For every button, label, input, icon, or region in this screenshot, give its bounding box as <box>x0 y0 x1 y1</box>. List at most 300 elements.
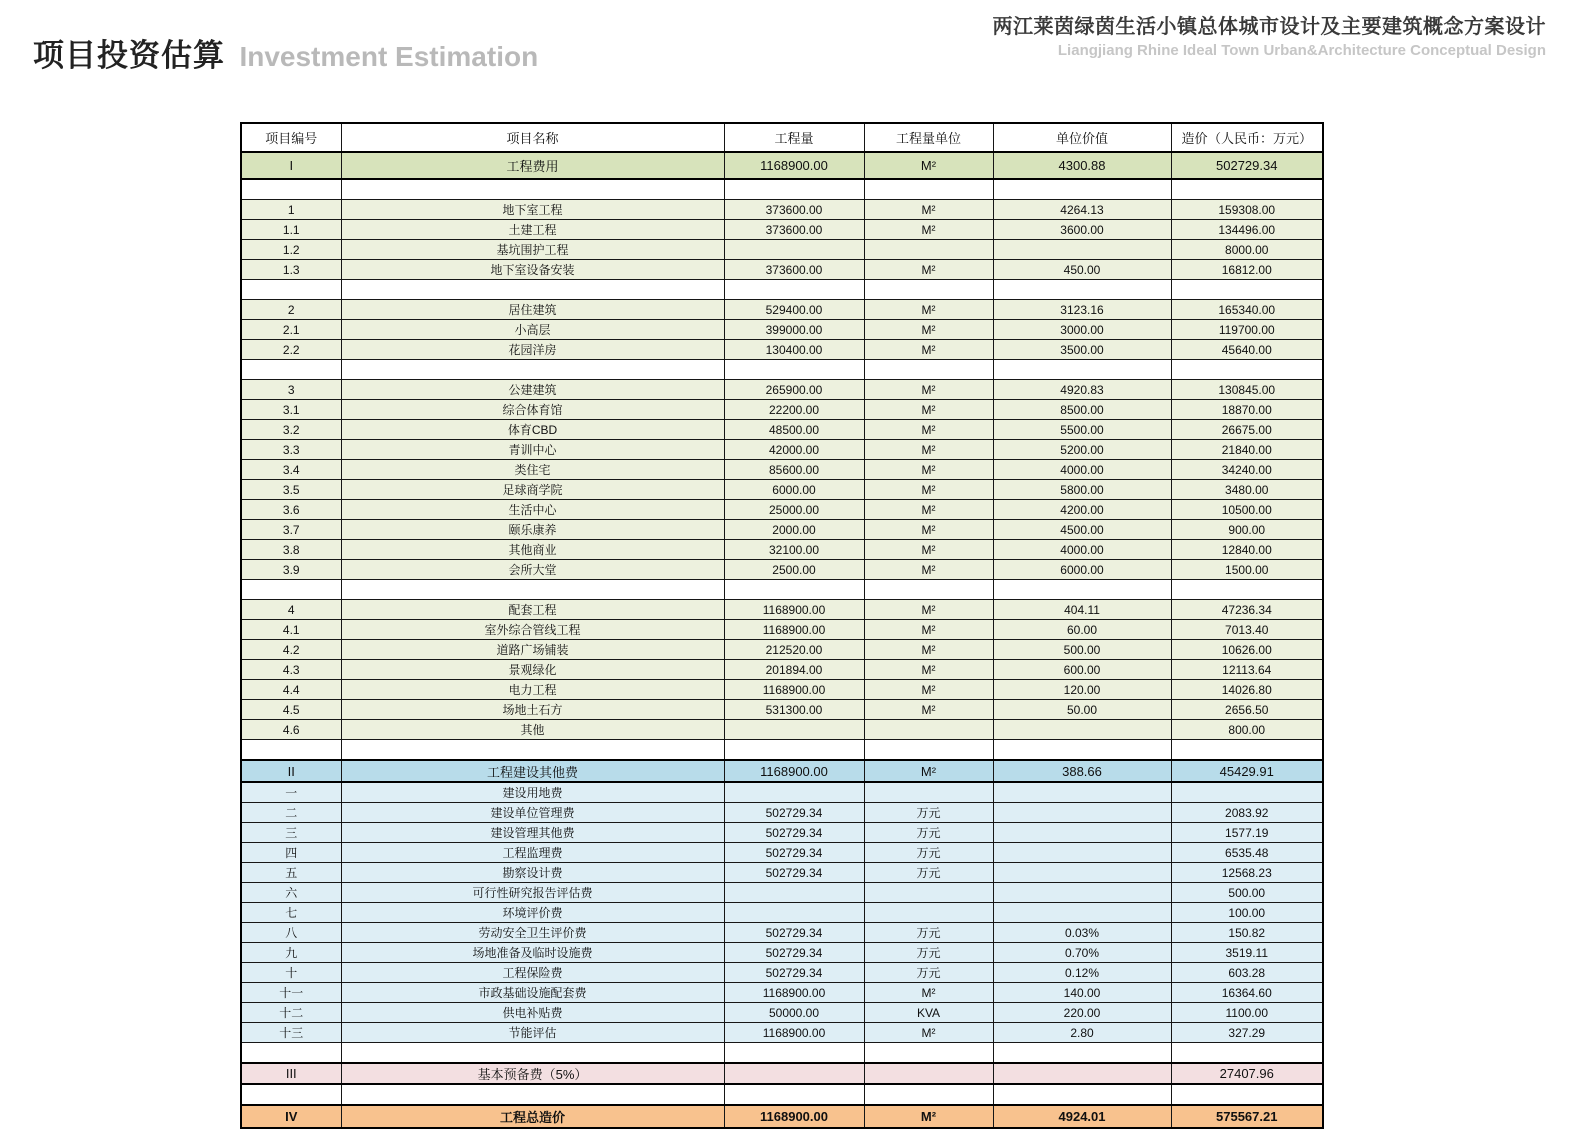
cell-quantity: 32100.00 <box>724 540 864 560</box>
cell-cost <box>1171 740 1323 761</box>
cell-item-no: 3 <box>241 380 341 400</box>
cell-quantity-unit: M² <box>864 152 993 179</box>
cell-unit-price <box>993 782 1171 803</box>
cell-cost: 47236.34 <box>1171 600 1323 620</box>
cell-quantity: 531300.00 <box>724 700 864 720</box>
cell-unit-price: 8500.00 <box>993 400 1171 420</box>
table-row <box>241 200 1323 220</box>
table-row <box>241 720 1323 740</box>
cell-item-no: 二 <box>241 803 341 823</box>
cell-quantity-unit: M² <box>864 660 993 680</box>
cell-item-no: 四 <box>241 843 341 863</box>
cell-unit-price <box>993 843 1171 863</box>
cell-unit-price: 450.00 <box>993 260 1171 280</box>
cell-cost: 10626.00 <box>1171 640 1323 660</box>
cell-quantity: 2000.00 <box>724 520 864 540</box>
cell-unit-price <box>993 823 1171 843</box>
cell-quantity-unit: M² <box>864 260 993 280</box>
cell-quantity: 1168900.00 <box>724 600 864 620</box>
cell-cost: 3519.11 <box>1171 943 1323 963</box>
cell-item-no: 4.2 <box>241 640 341 660</box>
cell-quantity-unit: M² <box>864 480 993 500</box>
table-row <box>241 220 1323 240</box>
cell-item-no: 3.6 <box>241 500 341 520</box>
col-header-quantity-unit: 工程量单位 <box>864 123 993 152</box>
cell-cost <box>1171 1084 1323 1105</box>
table-row <box>241 863 1323 883</box>
cell-quantity-unit: M² <box>864 520 993 540</box>
cell-item-no: 3.1 <box>241 400 341 420</box>
cell-item-no: 2.2 <box>241 340 341 360</box>
page-title-zh: 项目投资估算 <box>33 38 225 73</box>
cell-unit-price <box>993 883 1171 903</box>
cell-quantity: 529400.00 <box>724 300 864 320</box>
cell-quantity <box>724 1043 864 1064</box>
cell-quantity: 502729.34 <box>724 923 864 943</box>
table-row <box>241 803 1323 823</box>
cell-item-name: 工程总造价 <box>341 1105 724 1128</box>
cell-quantity-unit: 万元 <box>864 943 993 963</box>
table-row <box>241 240 1323 260</box>
cell-quantity: 502729.34 <box>724 823 864 843</box>
cell-unit-price <box>993 720 1171 740</box>
cell-item-no: 3.7 <box>241 520 341 540</box>
spacer-row <box>241 360 1323 380</box>
cell-unit-price: 4264.13 <box>993 200 1171 220</box>
page-title <box>33 30 538 75</box>
cell-item-no: 一 <box>241 782 341 803</box>
table-row <box>241 340 1323 360</box>
cell-cost: 603.28 <box>1171 963 1323 983</box>
cell-item-no <box>241 280 341 300</box>
cell-unit-price: 5500.00 <box>993 420 1171 440</box>
table-row <box>241 843 1323 863</box>
cell-cost: 1100.00 <box>1171 1003 1323 1023</box>
cell-quantity <box>724 883 864 903</box>
cell-item-name: 会所大堂 <box>341 560 724 580</box>
cell-quantity: 502729.34 <box>724 803 864 823</box>
table-row <box>241 760 1323 782</box>
cell-unit-price <box>993 240 1171 260</box>
cell-item-no: 十二 <box>241 1003 341 1023</box>
cell-item-name: 工程保险费 <box>341 963 724 983</box>
cell-unit-price: 5800.00 <box>993 480 1171 500</box>
cell-quantity-unit: M² <box>864 620 993 640</box>
cell-item-no: 2 <box>241 300 341 320</box>
cell-quantity-unit <box>864 179 993 200</box>
spacer-row <box>241 740 1323 761</box>
cell-quantity: 85600.00 <box>724 460 864 480</box>
cell-item-no: 3.4 <box>241 460 341 480</box>
cell-unit-price <box>993 1043 1171 1064</box>
cell-cost: 12568.23 <box>1171 863 1323 883</box>
cell-cost <box>1171 179 1323 200</box>
cell-item-no <box>241 1084 341 1105</box>
cell-item-name <box>341 280 724 300</box>
cell-cost: 900.00 <box>1171 520 1323 540</box>
cell-item-name: 综合体育馆 <box>341 400 724 420</box>
cell-item-name: 工程费用 <box>341 152 724 179</box>
cell-unit-price: 3500.00 <box>993 340 1171 360</box>
cell-item-no: 3.2 <box>241 420 341 440</box>
cell-quantity <box>724 280 864 300</box>
cell-quantity <box>724 782 864 803</box>
cell-unit-price: 4000.00 <box>993 460 1171 480</box>
table-row <box>241 520 1323 540</box>
cell-item-no: 七 <box>241 903 341 923</box>
table-row <box>241 680 1323 700</box>
table-row <box>241 943 1323 963</box>
cell-item-name: 场地准备及临时设施费 <box>341 943 724 963</box>
cell-quantity-unit: 万元 <box>864 803 993 823</box>
cell-unit-price: 0.12% <box>993 963 1171 983</box>
cell-item-name: 电力工程 <box>341 680 724 700</box>
cell-item-name: 土建工程 <box>341 220 724 240</box>
col-header-item-name: 项目名称 <box>341 123 724 152</box>
table-row <box>241 400 1323 420</box>
table-row <box>241 600 1323 620</box>
cell-quantity: 502729.34 <box>724 943 864 963</box>
table-row <box>241 883 1323 903</box>
cell-item-no: 八 <box>241 923 341 943</box>
table-body <box>241 152 1323 1128</box>
cell-cost: 34240.00 <box>1171 460 1323 480</box>
cell-unit-price <box>993 1063 1171 1084</box>
cell-item-name: 体育CBD <box>341 420 724 440</box>
col-header-cost-unit: （人民币：万元） <box>1207 131 1312 146</box>
cell-cost: 16812.00 <box>1171 260 1323 280</box>
cell-quantity: 265900.00 <box>724 380 864 400</box>
cell-unit-price: 50.00 <box>993 700 1171 720</box>
cell-cost: 6535.48 <box>1171 843 1323 863</box>
cell-item-no: 十三 <box>241 1023 341 1043</box>
cell-item-name: 类住宅 <box>341 460 724 480</box>
cell-quantity-unit: M² <box>864 540 993 560</box>
cell-quantity: 212520.00 <box>724 640 864 660</box>
cell-quantity-unit: M² <box>864 700 993 720</box>
table-row <box>241 540 1323 560</box>
cell-cost: 2083.92 <box>1171 803 1323 823</box>
spacer-row <box>241 179 1323 200</box>
cell-item-name: 颐乐康养 <box>341 520 724 540</box>
cell-quantity-unit: M² <box>864 500 993 520</box>
cell-cost: 1500.00 <box>1171 560 1323 580</box>
cell-item-no: 4.6 <box>241 720 341 740</box>
cell-cost: 26675.00 <box>1171 420 1323 440</box>
cell-unit-price: 0.03% <box>993 923 1171 943</box>
cell-cost: 27407.96 <box>1171 1063 1323 1084</box>
cell-cost: 165340.00 <box>1171 300 1323 320</box>
cell-cost <box>1171 782 1323 803</box>
table-row <box>241 260 1323 280</box>
table-row <box>241 923 1323 943</box>
cell-cost: 18870.00 <box>1171 400 1323 420</box>
cell-quantity-unit: 万元 <box>864 923 993 943</box>
table-row <box>241 480 1323 500</box>
cell-item-name: 青训中心 <box>341 440 724 460</box>
cell-item-name: 场地土石方 <box>341 700 724 720</box>
cell-item-name: 地下室工程 <box>341 200 724 220</box>
cell-unit-price <box>993 803 1171 823</box>
cell-quantity: 373600.00 <box>724 220 864 240</box>
cell-item-no: 三 <box>241 823 341 843</box>
cell-item-name: 可行性研究报告评估费 <box>341 883 724 903</box>
cell-item-no: 3.3 <box>241 440 341 460</box>
cell-quantity: 130400.00 <box>724 340 864 360</box>
cell-quantity: 1168900.00 <box>724 680 864 700</box>
cell-quantity <box>724 580 864 600</box>
cell-item-name <box>341 179 724 200</box>
cell-item-no: 3.5 <box>241 480 341 500</box>
cell-quantity-unit: M² <box>864 400 993 420</box>
cell-cost: 500.00 <box>1171 883 1323 903</box>
cell-quantity: 1168900.00 <box>724 983 864 1003</box>
table-row <box>241 500 1323 520</box>
table-row <box>241 380 1323 400</box>
cell-item-name: 足球商学院 <box>341 480 724 500</box>
cell-item-name: 基本预备费（5%） <box>341 1063 724 1084</box>
cell-item-name: 其他商业 <box>341 540 724 560</box>
cell-unit-price: 600.00 <box>993 660 1171 680</box>
cell-quantity: 42000.00 <box>724 440 864 460</box>
cell-cost: 10500.00 <box>1171 500 1323 520</box>
spacer-row <box>241 580 1323 600</box>
cell-quantity <box>724 1084 864 1105</box>
cell-item-no: I <box>241 152 341 179</box>
cell-quantity: 1168900.00 <box>724 1105 864 1128</box>
cell-item-name: 地下室设备安装 <box>341 260 724 280</box>
cell-unit-price: 404.11 <box>993 600 1171 620</box>
cell-quantity: 48500.00 <box>724 420 864 440</box>
cell-quantity: 502729.34 <box>724 963 864 983</box>
cell-unit-price: 4300.88 <box>993 152 1171 179</box>
cell-quantity-unit: M² <box>864 340 993 360</box>
table-header-row <box>241 123 1323 152</box>
cell-item-name <box>341 360 724 380</box>
table-row <box>241 440 1323 460</box>
cell-quantity-unit <box>864 240 993 260</box>
cell-quantity-unit: M² <box>864 420 993 440</box>
cell-item-no: 十一 <box>241 983 341 1003</box>
cell-item-no: 1.1 <box>241 220 341 240</box>
cell-quantity: 2500.00 <box>724 560 864 580</box>
cell-item-no: 4.4 <box>241 680 341 700</box>
cell-item-no: 1.2 <box>241 240 341 260</box>
cell-unit-price: 2.80 <box>993 1023 1171 1043</box>
cell-quantity-unit: M² <box>864 640 993 660</box>
cell-item-no <box>241 360 341 380</box>
cell-quantity-unit: M² <box>864 600 993 620</box>
cell-cost: 7013.40 <box>1171 620 1323 640</box>
cell-cost: 327.29 <box>1171 1023 1323 1043</box>
table-row <box>241 300 1323 320</box>
cell-quantity-unit: 万元 <box>864 963 993 983</box>
table-row <box>241 1105 1323 1128</box>
cell-quantity: 201894.00 <box>724 660 864 680</box>
cell-quantity <box>724 720 864 740</box>
cell-item-no: 六 <box>241 883 341 903</box>
cell-cost <box>1171 360 1323 380</box>
table-row <box>241 320 1323 340</box>
cell-unit-price <box>993 580 1171 600</box>
table-row <box>241 963 1323 983</box>
cell-item-name: 道路广场铺装 <box>341 640 724 660</box>
table-row <box>241 782 1323 803</box>
cell-item-name: 小高层 <box>341 320 724 340</box>
cell-cost: 150.82 <box>1171 923 1323 943</box>
cell-quantity-unit <box>864 1084 993 1105</box>
cell-quantity: 1168900.00 <box>724 760 864 782</box>
cell-quantity-unit <box>864 360 993 380</box>
cell-item-no <box>241 1043 341 1064</box>
table-row <box>241 640 1323 660</box>
cell-item-name: 配套工程 <box>341 600 724 620</box>
cell-cost: 3480.00 <box>1171 480 1323 500</box>
cell-item-name: 基坑围护工程 <box>341 240 724 260</box>
cell-unit-price: 388.66 <box>993 760 1171 782</box>
cell-item-no: 1.3 <box>241 260 341 280</box>
cell-item-no: IV <box>241 1105 341 1128</box>
cell-item-no: 1 <box>241 200 341 220</box>
table-row <box>241 1063 1323 1084</box>
cell-quantity: 6000.00 <box>724 480 864 500</box>
cell-item-no: 4.5 <box>241 700 341 720</box>
cell-item-no <box>241 740 341 761</box>
cell-quantity-unit: M² <box>864 320 993 340</box>
cell-quantity-unit: M² <box>864 460 993 480</box>
cell-cost: 12113.64 <box>1171 660 1323 680</box>
cell-quantity-unit <box>864 1043 993 1064</box>
cell-item-no: II <box>241 760 341 782</box>
cell-quantity-unit: M² <box>864 560 993 580</box>
cell-cost <box>1171 1043 1323 1064</box>
cell-quantity-unit: M² <box>864 983 993 1003</box>
cell-unit-price: 4000.00 <box>993 540 1171 560</box>
cell-cost: 800.00 <box>1171 720 1323 740</box>
table-row <box>241 560 1323 580</box>
cell-quantity <box>724 179 864 200</box>
cell-item-name <box>341 1084 724 1105</box>
cell-unit-price: 4200.00 <box>993 500 1171 520</box>
cell-cost: 21840.00 <box>1171 440 1323 460</box>
cell-quantity <box>724 1063 864 1084</box>
project-title <box>993 14 1547 61</box>
cell-item-no: 五 <box>241 863 341 883</box>
cell-quantity: 373600.00 <box>724 260 864 280</box>
cell-item-no: 2.1 <box>241 320 341 340</box>
cell-quantity-unit: KVA <box>864 1003 993 1023</box>
cell-item-name: 其他 <box>341 720 724 740</box>
cell-quantity-unit <box>864 280 993 300</box>
cell-item-no: 九 <box>241 943 341 963</box>
cell-quantity: 373600.00 <box>724 200 864 220</box>
cell-unit-price: 120.00 <box>993 680 1171 700</box>
cell-cost: 2656.50 <box>1171 700 1323 720</box>
table-row <box>241 620 1323 640</box>
table-row <box>241 983 1323 1003</box>
cell-item-name: 室外综合管线工程 <box>341 620 724 640</box>
cell-cost: 100.00 <box>1171 903 1323 923</box>
cell-quantity-unit <box>864 903 993 923</box>
cell-quantity: 502729.34 <box>724 843 864 863</box>
cell-quantity-unit <box>864 580 993 600</box>
project-title-en: Liangjiang Rhine Ideal Town Urban&Architecture Conceptual Design <box>1057 42 1546 59</box>
cell-item-name: 供电补贴费 <box>341 1003 724 1023</box>
cell-item-name: 环境评价费 <box>341 903 724 923</box>
table-row <box>241 660 1323 680</box>
cell-item-name <box>341 1043 724 1064</box>
page-title-en: Investment Estimation <box>239 41 539 72</box>
cell-item-name: 花园洋房 <box>341 340 724 360</box>
cell-item-no: 3.8 <box>241 540 341 560</box>
cell-item-name <box>341 740 724 761</box>
cell-quantity-unit: M² <box>864 1105 993 1128</box>
spacer-row <box>241 1043 1323 1064</box>
cell-unit-price: 0.70% <box>993 943 1171 963</box>
cell-cost: 8000.00 <box>1171 240 1323 260</box>
spacer-row <box>241 280 1323 300</box>
cell-quantity-unit: M² <box>864 1023 993 1043</box>
cell-cost: 45640.00 <box>1171 340 1323 360</box>
cell-unit-price: 140.00 <box>993 983 1171 1003</box>
cell-cost: 119700.00 <box>1171 320 1323 340</box>
cell-item-no: 4.1 <box>241 620 341 640</box>
cell-quantity-unit: M² <box>864 380 993 400</box>
cell-unit-price <box>993 1084 1171 1105</box>
table-row <box>241 903 1323 923</box>
cell-item-no <box>241 179 341 200</box>
investment-table <box>240 122 1324 1129</box>
cell-unit-price: 3000.00 <box>993 320 1171 340</box>
cell-quantity: 22200.00 <box>724 400 864 420</box>
cell-unit-price <box>993 360 1171 380</box>
cell-item-name <box>341 580 724 600</box>
cell-quantity: 25000.00 <box>724 500 864 520</box>
table-row <box>241 700 1323 720</box>
cell-quantity-unit: M² <box>864 440 993 460</box>
cell-quantity: 399000.00 <box>724 320 864 340</box>
cell-unit-price: 60.00 <box>993 620 1171 640</box>
cell-item-name: 市政基础设施配套费 <box>341 983 724 1003</box>
cell-unit-price <box>993 740 1171 761</box>
cell-item-name: 工程建设其他费 <box>341 760 724 782</box>
table-row <box>241 460 1323 480</box>
cell-quantity-unit: M² <box>864 220 993 240</box>
cell-item-no: 十 <box>241 963 341 983</box>
cell-item-name: 劳动安全卫生评价费 <box>341 923 724 943</box>
cell-unit-price: 5200.00 <box>993 440 1171 460</box>
cell-cost: 1577.19 <box>1171 823 1323 843</box>
cell-item-name: 生活中心 <box>341 500 724 520</box>
cell-unit-price: 4920.83 <box>993 380 1171 400</box>
cell-unit-price: 3600.00 <box>993 220 1171 240</box>
cell-cost <box>1171 280 1323 300</box>
cell-cost: 14026.80 <box>1171 680 1323 700</box>
cell-quantity-unit <box>864 782 993 803</box>
cell-quantity-unit <box>864 1063 993 1084</box>
cell-cost: 575567.21 <box>1171 1105 1323 1128</box>
cell-quantity <box>724 903 864 923</box>
table-row <box>241 1003 1323 1023</box>
cell-item-no: 4 <box>241 600 341 620</box>
cell-cost: 130845.00 <box>1171 380 1323 400</box>
cell-unit-price: 3123.16 <box>993 300 1171 320</box>
investment-table-wrapper <box>240 122 1324 1129</box>
cell-item-name: 节能评估 <box>341 1023 724 1043</box>
cell-unit-price <box>993 179 1171 200</box>
col-header-cost <box>1171 123 1323 152</box>
cell-unit-price: 220.00 <box>993 1003 1171 1023</box>
